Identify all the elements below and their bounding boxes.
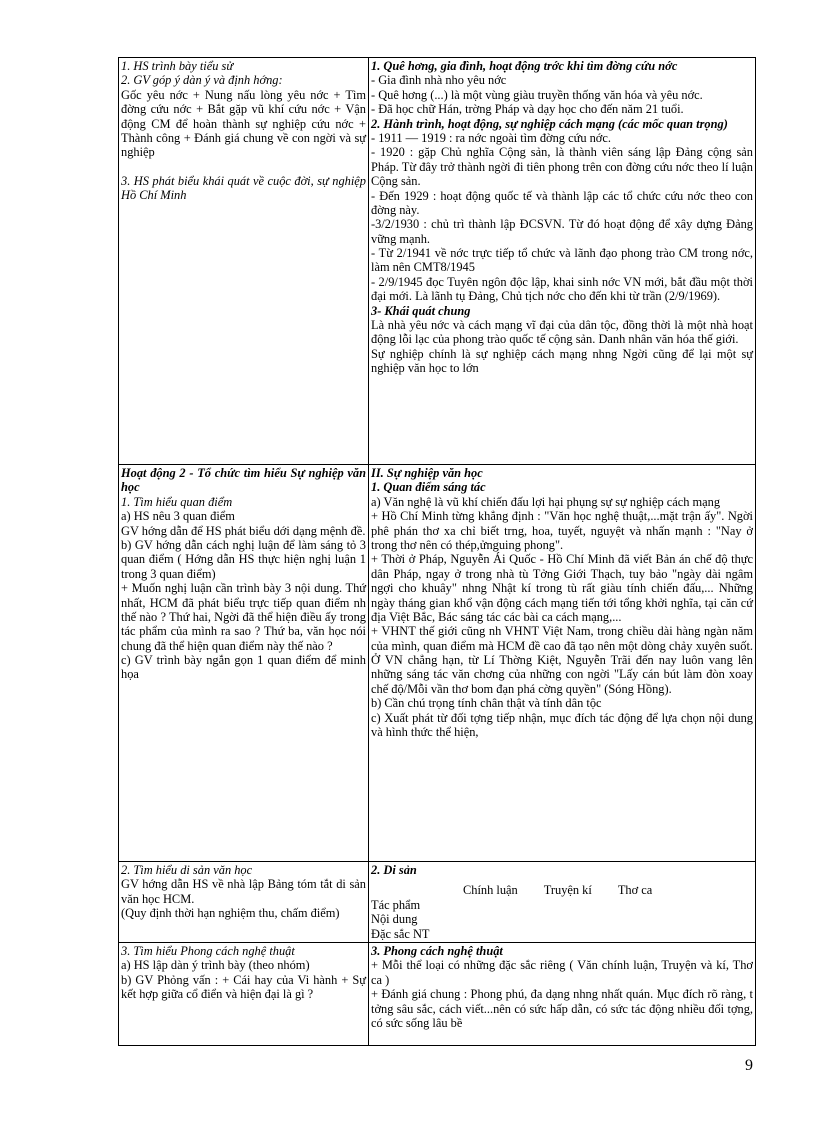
text-line: Gốc yêu nớc + Nung nấu lòng yêu nớc + Tìm đờng cứu nớc + Bắt gặp vũ khí cứu nớc + Vận động CM để hoàn thành sự nghiệp cứu nớc + Thành công + Đánh giá chung về con ngời và sự nghiệp [121, 87, 366, 160]
text-line: + Đánh giá chung : Phong phú, đa dạng nhng nhất quán. Mục đích rõ ràng, t tởng sâu sắc, cách viết...nên có sức hấp dẫn, có sức tác động nhiều đối tợng, có sức sống lâu bề [371, 987, 753, 1030]
right-cell [369, 465, 756, 862]
text-line: a) HS lập dàn ý trình bày (theo nhóm) [121, 958, 310, 973]
text-line: + Mỗi thể loại có những đặc sắc riêng ( Văn chính luận, Truyện và kí, Thơ ca ) [371, 958, 753, 987]
text-line: a) HS nêu 3 quan điểm [121, 509, 235, 524]
text-line: b) Cần chú trọng tính chân thật và tính dân tộc [371, 696, 602, 711]
text-line: GV hớng dẫn HS về nhà lập Bảng tóm tắt di sản văn học HCM. [121, 877, 366, 906]
text-line: 3- Khái quát chung [371, 303, 471, 318]
text-line: c) Xuất phát từ đối tợng tiếp nhận, mục đích tác động để lựa chọn nội dung và hình thức thể hiện, [371, 710, 753, 740]
text-line: 2. Hành trình, hoạt động, sự nghiệp cách mạng (các mốc quan trọng) [371, 116, 728, 131]
text-line: 2. GV góp ý dàn ý và định hớng: [121, 73, 283, 88]
text-line: 2. Tìm hiểu di sản văn học [121, 863, 253, 877]
table-row [119, 862, 756, 943]
table-row [119, 58, 756, 465]
text-line: + Muốn nghị luận cần trình bày 3 nội dung. Thứ nhất, HCM đã phát biểu trực tiếp quan điểm nh thế nào ? Thứ hai, Ngời đã thể hiện điều ấy trong tác phẩm của mình ra sao ? Thứ ba, văn học nói chung đã thể hiện quan điểm này thế nào ? [121, 581, 366, 653]
text-line: - Gia đình nhà nho yêu nớc [371, 73, 507, 88]
text-line: Là nhà yêu nớc và cách mạng vĩ đại của dân tộc, đồng thời là một nhà hoạt động lỗi lạc của phong trào quốc tế cộng sản. Danh nhân văn hóa thế giới. [371, 318, 753, 347]
page-number: 9 [745, 1057, 753, 1074]
text-line: Sự nghiệp chính là sự nghiệp cách mạng nhng Ngời cũng để lại một sự nghiệp văn học to lớn [371, 346, 753, 376]
left-cell [119, 465, 369, 862]
text-line: + VHNT thế giới cũng nh VHNT Việt Nam, trong chiều dài hàng ngàn năm của mình, quan điểm mà HCM đề cao đã tạo nên một dòng chảy xuyên suốt. Ở VN chẳng hạn, từ Lí Thờng Kiệt, Nguyễn Trãi đến nay luôn vang lên những sáng tác văn chơng của những con ngời "Lấy cán bút làm đòn xoay chế độ/Mỗi vần thơ bom đạn phá cờng quyền" (Sóng Hồng). [371, 624, 753, 696]
text-line: - Quê hơng (...) là một vùng giàu truyền thống văn hóa và yêu nớc. [371, 87, 703, 102]
text-line: 3. Tìm hiểu Phong cách nghệ thuật [121, 943, 295, 958]
text-line: 1. Tìm hiểu quan điểm [121, 494, 233, 509]
text-line: + Thời ở Pháp, Nguyễn Ái Quốc - Hồ Chí Minh đã viết Bản án chế độ thực dân Pháp, ngay ở trong nhà tù Tởng Giới Thạch, tuy bảo "ngày dài ngâm ngợi cho khuây" nhng Nhật kí trong tù rất giàu tính chiến đấu,... Những ngày tháng gian khổ vận động cách mạng tiến tới tổng khởi nghĩa, tại căn cứ địa Việt Bắc, Bác sáng tác các bài ca cách mạng,... [371, 552, 753, 624]
text-line: - 1920 : gặp Chủ nghĩa Cộng sản, là thành viên sáng lập Đảng cộng sản Pháp. Từ đây trở thành ngời đi tiên phong trên con đờng cứu nớc theo lí luận Cộng sản. [371, 145, 753, 189]
heritage-title: 2. Di sản [371, 863, 417, 877]
text-line: 1. Quan điểm sáng tác [371, 480, 486, 495]
lesson-table [118, 57, 756, 1046]
heritage-row-label: Đặc sắc NT [371, 926, 430, 941]
heritage-cell [369, 862, 756, 943]
left-cell [119, 862, 369, 943]
text-line: 1. Quê hơng, gia đình, hoạt động trớc khi tìm đờng cứu nớc [371, 59, 678, 73]
text-line: 3. HS phát biểu khái quát về cuộc đời, sự nghiệp Hồ Chí Minh [121, 173, 366, 203]
text-line: - 2/9/1945 đọc Tuyên ngôn độc lập, khai sinh nớc VN mới, bắt đầu một thời đại mới. Là lãnh tụ Đảng, Chủ tịch nớc cho đến khi từ trần (2/9/1969). [371, 274, 753, 304]
heritage-col-label: Truyện kí [543, 883, 592, 898]
heritage-col-label: Thơ ca [617, 883, 653, 898]
left-cell [119, 58, 369, 465]
text-line: 1. HS trình bày tiểu sử [121, 59, 234, 73]
text-line: a) Văn nghệ là vũ khí chiến đấu lợi hại phụng sự sự nghiệp cách mạng [371, 494, 721, 509]
left-cell [119, 942, 369, 1045]
text-line: - Từ 2/1941 về nớc trực tiếp tổ chức và lãnh đạo phong trào CM trong nớc, làm nên CMT8/1945 [371, 246, 753, 275]
text-line: - Đến 1929 : hoạt động quốc tế và thành lập các tổ chức cứu nớc theo con đờng này. [371, 188, 753, 217]
right-cell [369, 58, 756, 465]
text-line: - Đã học chữ Hán, trờng Pháp và dạy học cho đến năm 21 tuổi. [371, 102, 684, 117]
heritage-row-label: Tác phẩm [371, 897, 421, 912]
text-line: (Quy định thời hạn nghiệm thu, chấm điểm) [121, 906, 340, 921]
table-row [119, 942, 756, 1045]
text-line: c) GV trình bày ngắn gọn 1 quan điểm để minh họa [121, 653, 366, 682]
table-row [119, 465, 756, 862]
heritage-row-label: Nội dung [371, 912, 418, 927]
text-line: Hoạt động 2 - Tổ chức tìm hiểu Sự nghiệp văn học [121, 466, 366, 495]
text-line: - 1911 — 1919 : ra nớc ngoài tìm đờng cứu nớc. [371, 130, 611, 145]
text-line: b) GV hớng dẫn cách nghị luận để làm sáng tỏ 3 quan điểm ( Hớng dẫn HS thực hiện nghị luận 1 trong 3 quan điểm) [121, 537, 366, 581]
right-cell [369, 942, 756, 1045]
heritage-col-label: Chính luận [463, 883, 518, 898]
spacer [121, 160, 366, 174]
text-line: + Hồ Chí Minh từng khẳng định : "Văn học nghệ thuật,...mặt trận ấy". Ngời phê phán thơ xa chỉ biết trng, hoa, tuyết, nguyệt và nhấn mạnh : "Nay ở trong thơ nên có thép,ửnguing phong". [371, 509, 753, 552]
text-line: 3. Phong cách nghệ thuật [371, 943, 503, 958]
heritage-columns [371, 883, 753, 897]
text-line: GV hớng dẫn để HS phát biểu dới dạng mệnh đề. [121, 523, 366, 538]
text-line: II. Sự nghiệp văn học [371, 466, 483, 480]
text-line: -3/2/1930 : chủ trì thành lập ĐCSVN. Từ đó hoạt động để xây dựng Đảng vững mạnh. [371, 217, 753, 246]
text-line: b) GV Phỏng vấn : + Cái hay của Vi hành + Sự kết hợp giữa cổ điển và hiện đại là gì ? [121, 972, 366, 1002]
